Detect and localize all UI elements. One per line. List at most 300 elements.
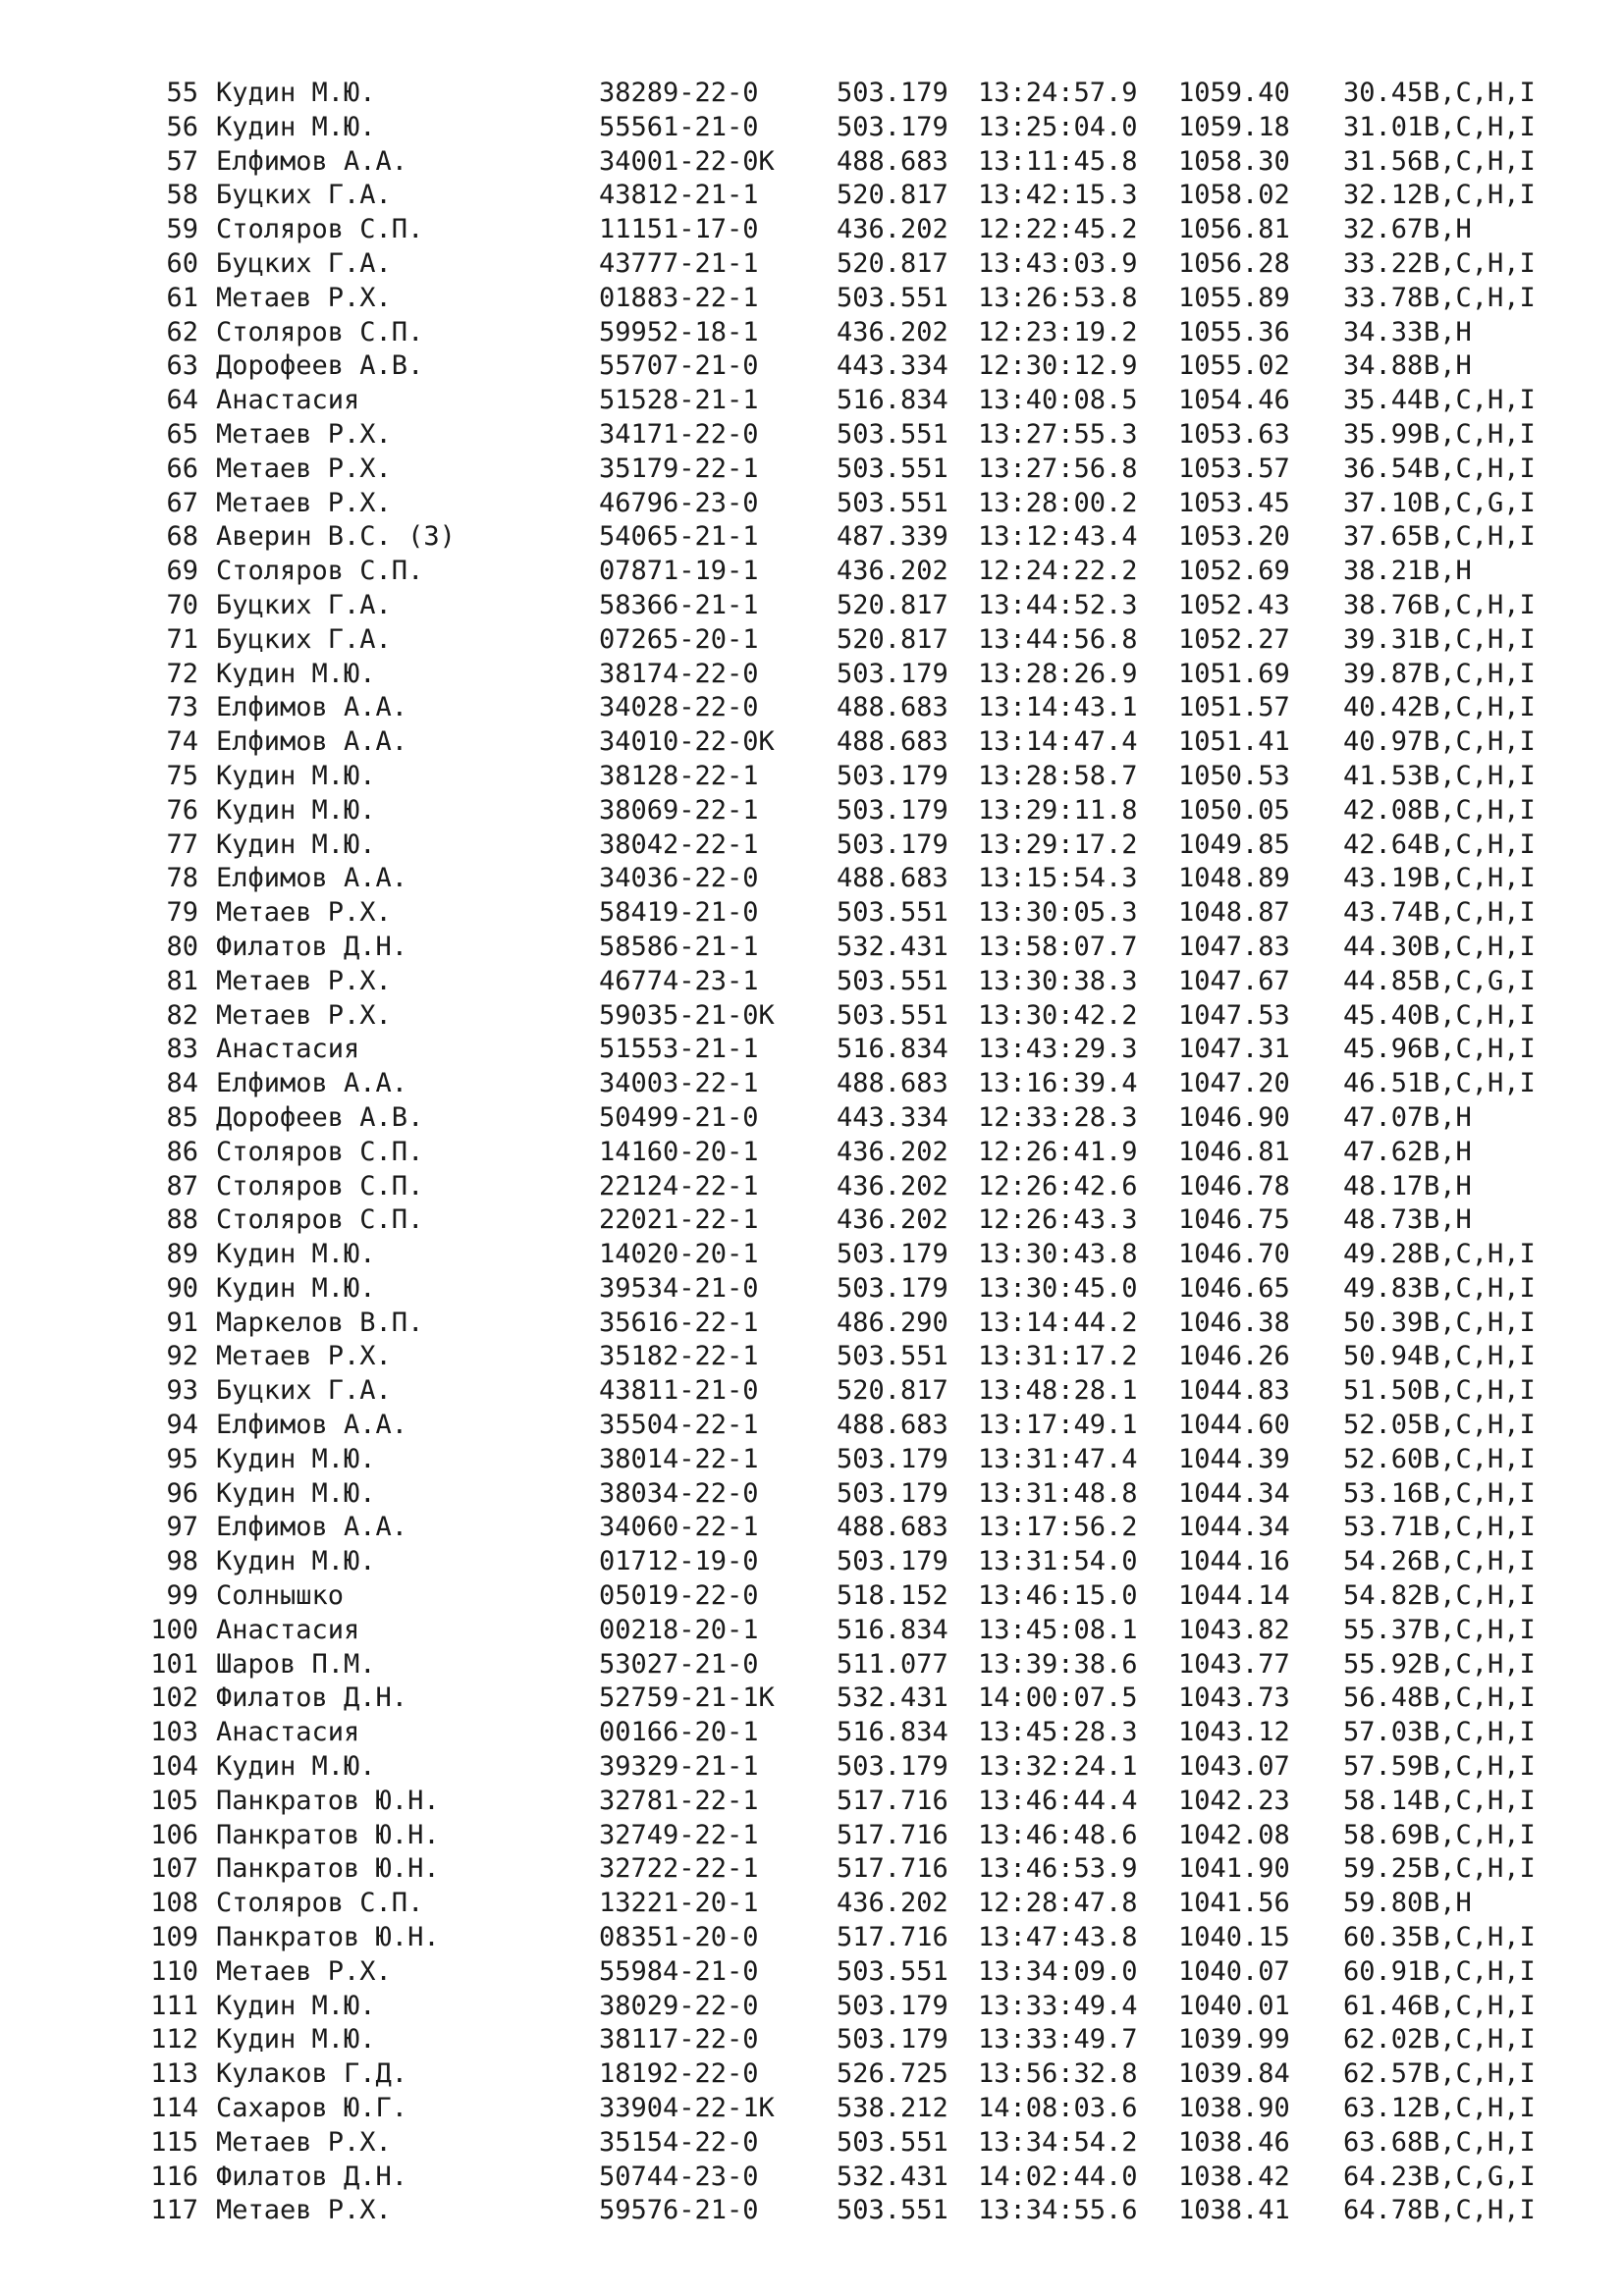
distance-cell: 436.202 (837, 214, 948, 245)
class-codes-cell: B,C,H,I (1424, 2093, 1536, 2124)
distance-cell: 503.551 (837, 2195, 948, 2226)
ring-number-cell: 22124-22-1 (599, 1170, 759, 1201)
fancier-name-cell: Панкратов Ю.Н. (216, 1785, 440, 1816)
ring-number-cell: 38069-22-1 (599, 794, 759, 826)
speed-cell: 1053.45 (1178, 487, 1290, 518)
arrival-time-cell: 13:58:07.7 (978, 931, 1138, 962)
class-codes-cell: B,C,H,I (1424, 794, 1536, 826)
table-row (0, 1579, 1624, 1614)
arrival-time-cell: 13:26:53.8 (978, 282, 1138, 313)
speed-cell: 1044.16 (1178, 1546, 1290, 1577)
distance-cell: 503.179 (837, 78, 948, 108)
table-row (0, 1409, 1624, 1443)
speed-cell: 1051.57 (1178, 692, 1290, 723)
arrival-time-cell: 13:44:52.3 (978, 589, 1138, 620)
ring-number-cell: 50499-21-0 (599, 1101, 759, 1133)
coefficient-cell: 42.64 (1343, 828, 1424, 860)
fancier-name-cell: Столяров С.П. (216, 1136, 424, 1167)
ring-number-cell: 34003-22-1 (599, 1068, 759, 1099)
ring-number-cell: 58419-21-0 (599, 897, 759, 929)
speed-cell: 1040.07 (1178, 1955, 1290, 1987)
distance-cell: 443.334 (837, 1101, 948, 1133)
speed-cell: 1049.85 (1178, 828, 1290, 860)
place-cell: 84 (166, 1068, 198, 1099)
distance-cell: 443.334 (837, 350, 948, 382)
coefficient-cell: 33.78 (1343, 282, 1424, 313)
arrival-time-cell: 13:34:09.0 (978, 1955, 1138, 1987)
fancier-name-cell: Метаев Р.Х. (216, 2195, 392, 2226)
place-cell: 80 (166, 931, 198, 962)
table-row (0, 384, 1624, 418)
fancier-name-cell: Елфимов А.А. (216, 692, 408, 723)
table-row (0, 1374, 1624, 1409)
fancier-name-cell: Метаев Р.Х. (216, 282, 392, 313)
class-codes-cell: B,C,H,I (1424, 2024, 1536, 2056)
table-row (0, 1955, 1624, 1990)
place-cell: 62 (166, 316, 198, 347)
coefficient-cell: 39.87 (1343, 658, 1424, 689)
ring-number-cell: 34028-22-0 (599, 692, 759, 723)
speed-cell: 1056.28 (1178, 247, 1290, 279)
place-cell: 58 (166, 180, 198, 211)
place-cell: 117 (150, 2195, 198, 2226)
table-row (0, 77, 1624, 111)
place-cell: 101 (150, 1648, 198, 1680)
fancier-name-cell: Дорофеев А.В. (216, 1101, 424, 1133)
fancier-name-cell: Буцких Г.А. (216, 589, 392, 620)
distance-cell: 488.683 (837, 863, 948, 894)
fancier-name-cell: Аверин В.С. (З) (216, 521, 456, 553)
arrival-time-cell: 13:11:45.8 (978, 145, 1138, 177)
fancier-name-cell: Метаев Р.Х. (216, 2126, 392, 2158)
distance-cell: 516.834 (837, 1034, 948, 1065)
place-cell: 92 (166, 1341, 198, 1372)
arrival-time-cell: 13:46:53.9 (978, 1853, 1138, 1885)
place-cell: 69 (166, 556, 198, 587)
fancier-name-cell: Елфимов А.А. (216, 863, 408, 894)
fancier-name-cell: Метаев Р.Х. (216, 418, 392, 450)
ring-number-cell: 35504-22-1 (599, 1410, 759, 1441)
arrival-time-cell: 13:33:49.7 (978, 2024, 1138, 2056)
table-row (0, 691, 1624, 725)
table-row (0, 931, 1624, 965)
ring-number-cell: 59576-21-0 (599, 2195, 759, 2226)
table-row (0, 1785, 1624, 1819)
fancier-name-cell: Кудин М.Ю. (216, 794, 376, 826)
coefficient-cell: 58.14 (1343, 1785, 1424, 1816)
ring-number-cell: 39534-21-0 (599, 1272, 759, 1304)
fancier-name-cell: Столяров С.П. (216, 316, 424, 347)
place-cell: 115 (150, 2126, 198, 2158)
arrival-time-cell: 13:30:45.0 (978, 1272, 1138, 1304)
table-row (0, 1307, 1624, 1341)
class-codes-cell: B,C,H,I (1424, 1580, 1536, 1612)
arrival-time-cell: 12:23:19.2 (978, 316, 1138, 347)
table-row (0, 862, 1624, 896)
arrival-time-cell: 13:45:08.1 (978, 1614, 1138, 1645)
arrival-time-cell: 13:12:43.4 (978, 521, 1138, 553)
speed-cell: 1043.77 (1178, 1648, 1290, 1680)
ring-number-cell: 59952-18-1 (599, 316, 759, 347)
speed-cell: 1044.39 (1178, 1443, 1290, 1474)
coefficient-cell: 32.67 (1343, 214, 1424, 245)
speed-cell: 1046.26 (1178, 1341, 1290, 1372)
speed-cell: 1052.69 (1178, 556, 1290, 587)
coefficient-cell: 40.42 (1343, 692, 1424, 723)
class-codes-cell: B,C,H,I (1424, 78, 1536, 108)
speed-cell: 1051.69 (1178, 658, 1290, 689)
table-row (0, 1477, 1624, 1512)
table-row (0, 418, 1624, 453)
place-cell: 88 (166, 1204, 198, 1236)
coefficient-cell: 41.53 (1343, 760, 1424, 791)
distance-cell: 503.179 (837, 794, 948, 826)
speed-cell: 1046.78 (1178, 1170, 1290, 1201)
arrival-time-cell: 12:26:42.6 (978, 1170, 1138, 1201)
coefficient-cell: 64.23 (1343, 2161, 1424, 2192)
speed-cell: 1044.83 (1178, 1375, 1290, 1407)
class-codes-cell: B,C,H,I (1424, 1990, 1536, 2021)
speed-cell: 1044.34 (1178, 1512, 1290, 1543)
table-row (0, 316, 1624, 350)
place-cell: 99 (166, 1580, 198, 1612)
class-codes-cell: B,C,H,I (1424, 111, 1536, 142)
distance-cell: 517.716 (837, 1785, 948, 1816)
fancier-name-cell: Метаев Р.Х. (216, 1955, 392, 1987)
distance-cell: 526.725 (837, 2058, 948, 2090)
distance-cell: 486.290 (837, 1307, 948, 1338)
fancier-name-cell: Анастасия (216, 1614, 360, 1645)
table-row (0, 213, 1624, 247)
table-row (0, 1921, 1624, 1955)
fancier-name-cell: Столяров С.П. (216, 214, 424, 245)
distance-cell: 503.179 (837, 1990, 948, 2021)
ring-number-cell: 00166-20-1 (599, 1717, 759, 1748)
distance-cell: 503.179 (837, 1239, 948, 1270)
ring-number-cell: 00218-20-1 (599, 1614, 759, 1645)
class-codes-cell: B,C,H,I (1424, 418, 1536, 450)
ring-number-cell: 35154-22-0 (599, 2126, 759, 2158)
distance-cell: 503.551 (837, 965, 948, 996)
fancier-name-cell: Кудин М.Ю. (216, 1272, 376, 1304)
ring-number-cell: 39329-21-1 (599, 1751, 759, 1783)
ring-number-cell: 38029-22-0 (599, 1990, 759, 2021)
coefficient-cell: 63.12 (1343, 2093, 1424, 2124)
place-cell: 73 (166, 692, 198, 723)
ring-number-cell: 01883-22-1 (599, 282, 759, 313)
arrival-time-cell: 13:30:42.2 (978, 999, 1138, 1031)
arrival-time-cell: 13:14:44.2 (978, 1307, 1138, 1338)
table-row (0, 1819, 1624, 1853)
speed-cell: 1053.57 (1178, 453, 1290, 484)
class-codes-cell: B,C,G,I (1424, 965, 1536, 996)
distance-cell: 520.817 (837, 180, 948, 211)
ring-number-cell: 53027-21-0 (599, 1648, 759, 1680)
class-codes-cell: B,C,H,I (1424, 2195, 1536, 2226)
speed-cell: 1047.53 (1178, 999, 1290, 1031)
class-codes-cell: B,C,H,I (1424, 828, 1536, 860)
coefficient-cell: 34.88 (1343, 350, 1424, 382)
place-cell: 81 (166, 965, 198, 996)
class-codes-cell: B,C,H,I (1424, 1717, 1536, 1748)
fancier-name-cell: Метаев Р.Х. (216, 1341, 392, 1372)
distance-cell: 517.716 (837, 1819, 948, 1850)
distance-cell: 503.551 (837, 487, 948, 518)
speed-cell: 1050.05 (1178, 794, 1290, 826)
ring-number-cell: 38117-22-0 (599, 2024, 759, 2056)
fancier-name-cell: Кудин М.Ю. (216, 1751, 376, 1783)
distance-cell: 532.431 (837, 2161, 948, 2192)
class-codes-cell: B,H (1424, 316, 1472, 347)
distance-cell: 503.551 (837, 418, 948, 450)
fancier-name-cell: Кудин М.Ю. (216, 658, 376, 689)
class-codes-cell: B,C,H,I (1424, 1410, 1536, 1441)
speed-cell: 1046.70 (1178, 1239, 1290, 1270)
place-cell: 65 (166, 418, 198, 450)
arrival-time-cell: 13:27:56.8 (978, 453, 1138, 484)
coefficient-cell: 58.69 (1343, 1819, 1424, 1850)
speed-cell: 1055.36 (1178, 316, 1290, 347)
ring-number-cell: 34001-22-0K (599, 145, 775, 177)
table-row (0, 247, 1624, 282)
speed-cell: 1038.42 (1178, 2161, 1290, 2192)
ring-number-cell: 34010-22-0K (599, 726, 775, 758)
class-codes-cell: B,C,H,I (1424, 453, 1536, 484)
speed-cell: 1047.31 (1178, 1034, 1290, 1065)
distance-cell: 503.551 (837, 897, 948, 929)
coefficient-cell: 35.44 (1343, 385, 1424, 416)
fancier-name-cell: Анастасия (216, 1717, 360, 1748)
speed-cell: 1039.99 (1178, 2024, 1290, 2056)
coefficient-cell: 45.40 (1343, 999, 1424, 1031)
speed-cell: 1050.53 (1178, 760, 1290, 791)
speed-cell: 1056.81 (1178, 214, 1290, 245)
fancier-name-cell: Анастасия (216, 1034, 360, 1065)
arrival-time-cell: 13:45:28.3 (978, 1717, 1138, 1748)
place-cell: 76 (166, 794, 198, 826)
arrival-time-cell: 12:33:28.3 (978, 1101, 1138, 1133)
speed-cell: 1040.01 (1178, 1990, 1290, 2021)
results-table (0, 77, 1624, 2228)
fancier-name-cell: Панкратов Ю.Н. (216, 1922, 440, 1953)
table-row (0, 111, 1624, 145)
speed-cell: 1046.65 (1178, 1272, 1290, 1304)
table-row (0, 1238, 1624, 1272)
coefficient-cell: 52.60 (1343, 1443, 1424, 1474)
class-codes-cell: B,C,H,I (1424, 1375, 1536, 1407)
place-cell: 71 (166, 623, 198, 655)
coefficient-cell: 48.17 (1343, 1170, 1424, 1201)
ring-number-cell: 32722-22-1 (599, 1853, 759, 1885)
speed-cell: 1047.20 (1178, 1068, 1290, 1099)
coefficient-cell: 47.07 (1343, 1101, 1424, 1133)
fancier-name-cell: Буцких Г.А. (216, 1375, 392, 1407)
table-row (0, 1852, 1624, 1887)
table-row (0, 2057, 1624, 2092)
coefficient-cell: 51.50 (1343, 1375, 1424, 1407)
coefficient-cell: 59.80 (1343, 1888, 1424, 1919)
place-cell: 66 (166, 453, 198, 484)
fancier-name-cell: Филатов Д.Н. (216, 1682, 408, 1714)
arrival-time-cell: 13:42:15.3 (978, 180, 1138, 211)
ring-number-cell: 55707-21-0 (599, 350, 759, 382)
class-codes-cell: B,H (1424, 350, 1472, 382)
coefficient-cell: 57.59 (1343, 1751, 1424, 1783)
coefficient-cell: 53.16 (1343, 1477, 1424, 1509)
place-cell: 116 (150, 2161, 198, 2192)
arrival-time-cell: 13:30:38.3 (978, 965, 1138, 996)
coefficient-cell: 62.57 (1343, 2058, 1424, 2090)
distance-cell: 517.716 (837, 1853, 948, 1885)
class-codes-cell: B,C,H,I (1424, 1512, 1536, 1543)
speed-cell: 1053.20 (1178, 521, 1290, 553)
speed-cell: 1042.08 (1178, 1819, 1290, 1850)
distance-cell: 516.834 (837, 1614, 948, 1645)
class-codes-cell: B,C,H,I (1424, 999, 1536, 1031)
ring-number-cell: 07871-19-1 (599, 556, 759, 587)
fancier-name-cell: Елфимов А.А. (216, 1410, 408, 1441)
table-row (0, 589, 1624, 623)
place-cell: 113 (150, 2058, 198, 2090)
place-cell: 56 (166, 111, 198, 142)
arrival-time-cell: 13:43:03.9 (978, 247, 1138, 279)
distance-cell: 503.179 (837, 760, 948, 791)
arrival-time-cell: 13:56:32.8 (978, 2058, 1138, 2090)
speed-cell: 1054.46 (1178, 385, 1290, 416)
ring-number-cell: 51553-21-1 (599, 1034, 759, 1065)
ring-number-cell: 01712-19-0 (599, 1546, 759, 1577)
speed-cell: 1038.90 (1178, 2093, 1290, 2124)
class-codes-cell: B,C,H,I (1424, 1546, 1536, 1577)
place-cell: 77 (166, 828, 198, 860)
table-row (0, 487, 1624, 521)
class-codes-cell: B,C,H,I (1424, 282, 1536, 313)
distance-cell: 488.683 (837, 692, 948, 723)
table-row (0, 1101, 1624, 1136)
table-row (0, 1136, 1624, 1170)
distance-cell: 517.716 (837, 1922, 948, 1953)
class-codes-cell: B,C,H,I (1424, 1922, 1536, 1953)
place-cell: 63 (166, 350, 198, 382)
place-cell: 79 (166, 897, 198, 929)
fancier-name-cell: Кудин М.Ю. (216, 1546, 376, 1577)
coefficient-cell: 31.01 (1343, 111, 1424, 142)
arrival-time-cell: 13:40:08.5 (978, 385, 1138, 416)
fancier-name-cell: Метаев Р.Х. (216, 897, 392, 929)
distance-cell: 532.431 (837, 931, 948, 962)
class-codes-cell: B,C,G,I (1424, 487, 1536, 518)
fancier-name-cell: Солнышко (216, 1580, 345, 1612)
coefficient-cell: 43.74 (1343, 897, 1424, 929)
speed-cell: 1043.73 (1178, 1682, 1290, 1714)
arrival-time-cell: 13:15:54.3 (978, 863, 1138, 894)
coefficient-cell: 42.08 (1343, 794, 1424, 826)
table-row (0, 2023, 1624, 2057)
speed-cell: 1047.83 (1178, 931, 1290, 962)
arrival-time-cell: 12:26:41.9 (978, 1136, 1138, 1167)
table-row (0, 282, 1624, 316)
ring-number-cell: 32781-22-1 (599, 1785, 759, 1816)
coefficient-cell: 54.26 (1343, 1546, 1424, 1577)
table-row (0, 1614, 1624, 1648)
arrival-time-cell: 13:44:56.8 (978, 623, 1138, 655)
ring-number-cell: 05019-22-0 (599, 1580, 759, 1612)
place-cell: 98 (166, 1546, 198, 1577)
arrival-time-cell: 13:32:24.1 (978, 1751, 1138, 1783)
arrival-time-cell: 12:22:45.2 (978, 214, 1138, 245)
coefficient-cell: 37.65 (1343, 521, 1424, 553)
class-codes-cell: B,C,H,I (1424, 1034, 1536, 1065)
speed-cell: 1058.30 (1178, 145, 1290, 177)
arrival-time-cell: 13:34:55.6 (978, 2195, 1138, 2226)
speed-cell: 1044.14 (1178, 1580, 1290, 1612)
place-cell: 94 (166, 1410, 198, 1441)
table-row (0, 1033, 1624, 1067)
class-codes-cell: B,H (1424, 1204, 1472, 1236)
place-cell: 55 (166, 78, 198, 108)
distance-cell: 503.551 (837, 453, 948, 484)
speed-cell: 1043.07 (1178, 1751, 1290, 1783)
ring-number-cell: 43812-21-1 (599, 180, 759, 211)
ring-number-cell: 11151-17-0 (599, 214, 759, 245)
fancier-name-cell: Кудин М.Ю. (216, 1443, 376, 1474)
fancier-name-cell: Елфимов А.А. (216, 726, 408, 758)
arrival-time-cell: 13:28:58.7 (978, 760, 1138, 791)
distance-cell: 516.834 (837, 385, 948, 416)
coefficient-cell: 57.03 (1343, 1717, 1424, 1748)
place-cell: 57 (166, 145, 198, 177)
fancier-name-cell: Кудин М.Ю. (216, 1990, 376, 2021)
distance-cell: 503.179 (837, 1443, 948, 1474)
coefficient-cell: 59.25 (1343, 1853, 1424, 1885)
distance-cell: 488.683 (837, 1068, 948, 1099)
speed-cell: 1041.56 (1178, 1888, 1290, 1919)
ring-number-cell: 38174-22-0 (599, 658, 759, 689)
coefficient-cell: 33.22 (1343, 247, 1424, 279)
distance-cell: 520.817 (837, 623, 948, 655)
arrival-time-cell: 13:25:04.0 (978, 111, 1138, 142)
table-row (0, 1272, 1624, 1307)
place-cell: 112 (150, 2024, 198, 2056)
coefficient-cell: 50.94 (1343, 1341, 1424, 1372)
ring-number-cell: 08351-20-0 (599, 1922, 759, 1953)
arrival-time-cell: 12:28:47.8 (978, 1888, 1138, 1919)
arrival-time-cell: 13:46:44.4 (978, 1785, 1138, 1816)
coefficient-cell: 35.99 (1343, 418, 1424, 450)
arrival-time-cell: 14:08:03.6 (978, 2093, 1138, 2124)
speed-cell: 1059.40 (1178, 78, 1290, 108)
distance-cell: 503.179 (837, 658, 948, 689)
place-cell: 85 (166, 1101, 198, 1133)
class-codes-cell: B,H (1424, 1170, 1472, 1201)
coefficient-cell: 34.33 (1343, 316, 1424, 347)
table-row (0, 2161, 1624, 2195)
fancier-name-cell: Кудин М.Ю. (216, 2024, 376, 2056)
arrival-time-cell: 13:33:49.4 (978, 1990, 1138, 2021)
place-cell: 106 (150, 1819, 198, 1850)
class-codes-cell: B,C,H,I (1424, 692, 1536, 723)
fancier-name-cell: Буцких Г.А. (216, 180, 392, 211)
coefficient-cell: 49.83 (1343, 1272, 1424, 1304)
class-codes-cell: B,C,H,I (1424, 1955, 1536, 1987)
class-codes-cell: B,H (1424, 556, 1472, 587)
coefficient-cell: 56.48 (1343, 1682, 1424, 1714)
place-cell: 111 (150, 1990, 198, 2021)
place-cell: 70 (166, 589, 198, 620)
ring-number-cell: 07265-20-1 (599, 623, 759, 655)
place-cell: 72 (166, 658, 198, 689)
coefficient-cell: 50.39 (1343, 1307, 1424, 1338)
